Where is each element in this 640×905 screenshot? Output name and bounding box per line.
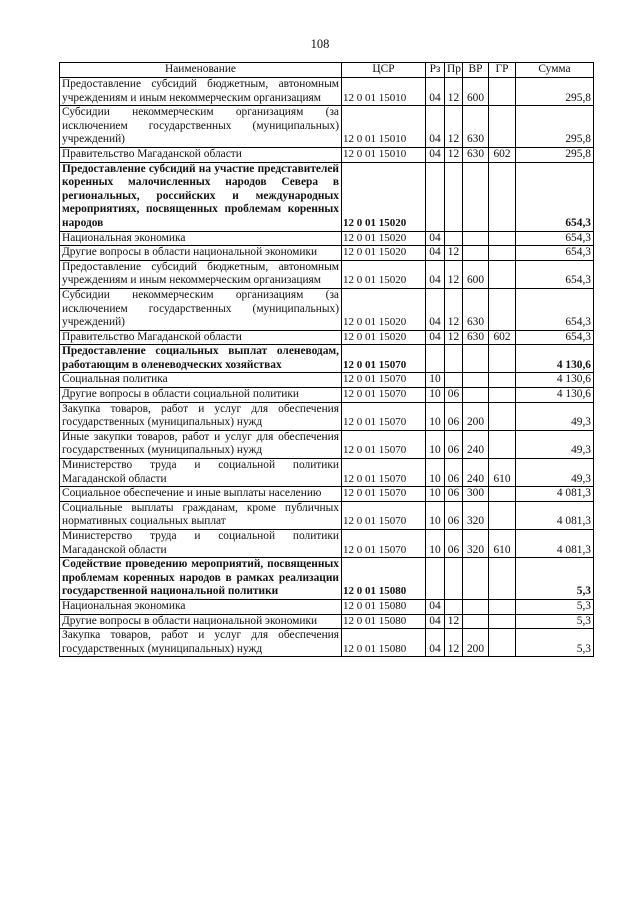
cell-name: Другие вопросы в области социальной политики <box>60 388 342 403</box>
table-row <box>60 629 594 657</box>
cell-name: Социальная политика <box>60 373 342 388</box>
cell-name: Субсидии некоммерческим организациям (за исключением государственных (муниципальных) учреждений) <box>60 288 342 330</box>
cell-vr: 320 <box>463 530 489 558</box>
cell-gr <box>489 345 516 373</box>
cell-gr <box>489 501 516 529</box>
cell-vr <box>463 246 489 261</box>
cell-csr: 12 0 01 15080 <box>342 599 426 614</box>
cell-name: Предоставление субсидий на участие представителей коренных малочисленных народов Севера в региональных, российских и международных мероприятиях, посвященных проблемам коренных народов <box>60 162 342 231</box>
cell-vr: 600 <box>463 78 489 106</box>
cell-gr <box>489 599 516 614</box>
table-row <box>60 373 594 388</box>
cell-rz: 10 <box>426 373 445 388</box>
table-row <box>60 345 594 373</box>
cell-sum: 49,3 <box>516 402 594 430</box>
cell-csr: 12 0 01 15070 <box>342 459 426 487</box>
cell-gr <box>489 402 516 430</box>
cell-rz: 04 <box>426 599 445 614</box>
table-row <box>60 599 594 614</box>
cell-gr <box>489 373 516 388</box>
cell-csr: 12 0 01 15070 <box>342 501 426 529</box>
cell-csr: 12 0 01 15010 <box>342 106 426 148</box>
cell-gr <box>489 162 516 231</box>
cell-pr: 12 <box>445 147 463 162</box>
cell-name: Министерство труда и социальной политики Магаданской области <box>60 530 342 558</box>
cell-csr: 12 0 01 15070 <box>342 388 426 403</box>
cell-pr: 06 <box>445 388 463 403</box>
cell-vr <box>463 558 489 600</box>
cell-vr <box>463 388 489 403</box>
cell-gr: 610 <box>489 459 516 487</box>
cell-vr: 300 <box>463 487 489 502</box>
cell-sum: 654,3 <box>516 330 594 345</box>
cell-vr: 200 <box>463 629 489 657</box>
cell-pr: 06 <box>445 530 463 558</box>
cell-csr: 12 0 01 15020 <box>342 246 426 261</box>
cell-name: Закупка товаров, работ и услуг для обеспечения государственных (муниципальных) нужд <box>60 402 342 430</box>
cell-gr: 610 <box>489 530 516 558</box>
table-row <box>60 78 594 106</box>
table-row <box>60 106 594 148</box>
cell-vr: 320 <box>463 501 489 529</box>
cell-gr <box>489 260 516 288</box>
header-rz: Рз <box>426 63 445 78</box>
header-pr: Пр <box>445 63 463 78</box>
cell-gr <box>489 487 516 502</box>
cell-name: Субсидии некоммерческим организациям (за исключением государственных (муниципальных) учреждений) <box>60 106 342 148</box>
table-row <box>60 260 594 288</box>
cell-pr <box>445 345 463 373</box>
cell-sum: 4 081,3 <box>516 487 594 502</box>
table-row <box>60 231 594 246</box>
cell-rz: 10 <box>426 530 445 558</box>
cell-sum: 4 081,3 <box>516 530 594 558</box>
cell-sum: 295,8 <box>516 147 594 162</box>
header-sum: Сумма <box>516 63 594 78</box>
header-vr: ВР <box>463 63 489 78</box>
cell-csr: 12 0 01 15020 <box>342 330 426 345</box>
cell-name: Социальные выплаты гражданам, кроме публичных нормативных социальных выплат <box>60 501 342 529</box>
cell-pr <box>445 373 463 388</box>
table-row <box>60 530 594 558</box>
cell-gr <box>489 288 516 330</box>
table-row <box>60 330 594 345</box>
cell-gr <box>489 430 516 458</box>
cell-rz: 04 <box>426 78 445 106</box>
cell-rz: 10 <box>426 430 445 458</box>
cell-csr: 12 0 01 15070 <box>342 430 426 458</box>
cell-csr: 12 0 01 15070 <box>342 402 426 430</box>
cell-pr: 12 <box>445 629 463 657</box>
table-row <box>60 402 594 430</box>
cell-rz: 04 <box>426 629 445 657</box>
cell-rz: 04 <box>426 246 445 261</box>
cell-sum: 5,3 <box>516 558 594 600</box>
cell-name: Другие вопросы в области национальной экономики <box>60 614 342 629</box>
cell-vr: 200 <box>463 402 489 430</box>
page-number: 108 <box>310 37 330 51</box>
cell-rz: 04 <box>426 106 445 148</box>
cell-gr: 602 <box>489 147 516 162</box>
cell-sum: 49,3 <box>516 430 594 458</box>
cell-sum: 295,8 <box>516 78 594 106</box>
cell-csr: 12 0 01 15070 <box>342 530 426 558</box>
cell-pr <box>445 231 463 246</box>
cell-gr <box>489 246 516 261</box>
cell-rz: 10 <box>426 388 445 403</box>
cell-name: Национальная экономика <box>60 599 342 614</box>
cell-vr: 240 <box>463 430 489 458</box>
cell-pr: 12 <box>445 106 463 148</box>
cell-gr <box>489 231 516 246</box>
budget-table <box>59 62 594 657</box>
cell-gr <box>489 629 516 657</box>
cell-vr: 630 <box>463 147 489 162</box>
cell-vr: 630 <box>463 288 489 330</box>
table-header-row <box>60 63 594 78</box>
cell-vr <box>463 345 489 373</box>
cell-sum: 4 130,6 <box>516 373 594 388</box>
cell-gr <box>489 558 516 600</box>
cell-sum: 295,8 <box>516 106 594 148</box>
cell-name: Социальное обеспечение и иные выплаты населению <box>60 487 342 502</box>
cell-csr: 12 0 01 15020 <box>342 162 426 231</box>
cell-sum: 4 130,6 <box>516 388 594 403</box>
cell-gr <box>489 388 516 403</box>
cell-rz: 10 <box>426 459 445 487</box>
cell-pr: 06 <box>445 402 463 430</box>
cell-csr: 12 0 01 15080 <box>342 558 426 600</box>
cell-gr <box>489 78 516 106</box>
cell-name: Министерство труда и социальной политики Магаданской области <box>60 459 342 487</box>
cell-rz: 04 <box>426 260 445 288</box>
cell-pr <box>445 558 463 600</box>
cell-csr: 12 0 01 15070 <box>342 345 426 373</box>
table-body <box>60 78 594 657</box>
cell-vr <box>463 373 489 388</box>
cell-pr: 12 <box>445 330 463 345</box>
cell-pr: 12 <box>445 260 463 288</box>
cell-vr: 240 <box>463 459 489 487</box>
cell-rz: 04 <box>426 231 445 246</box>
cell-sum: 654,3 <box>516 231 594 246</box>
table-row <box>60 459 594 487</box>
cell-pr: 12 <box>445 288 463 330</box>
cell-pr: 12 <box>445 614 463 629</box>
cell-sum: 4 081,3 <box>516 501 594 529</box>
table-row <box>60 430 594 458</box>
table-row <box>60 147 594 162</box>
cell-csr: 12 0 01 15010 <box>342 78 426 106</box>
cell-pr: 06 <box>445 430 463 458</box>
cell-rz: 04 <box>426 330 445 345</box>
cell-sum: 49,3 <box>516 459 594 487</box>
cell-name: Предоставление субсидий бюджетным, автономным учреждениям и иным некоммерческим организациям <box>60 260 342 288</box>
cell-rz: 04 <box>426 614 445 629</box>
cell-rz: 10 <box>426 501 445 529</box>
cell-sum: 4 130,6 <box>516 345 594 373</box>
cell-rz: 10 <box>426 487 445 502</box>
cell-name: Закупка товаров, работ и услуг для обеспечения государственных (муниципальных) нужд <box>60 629 342 657</box>
cell-name: Правительство Магаданской области <box>60 330 342 345</box>
header-name: Наименование <box>60 63 342 78</box>
cell-csr: 12 0 01 15080 <box>342 614 426 629</box>
cell-pr: 06 <box>445 459 463 487</box>
table-row <box>60 246 594 261</box>
table-row <box>60 501 594 529</box>
cell-pr: 12 <box>445 78 463 106</box>
cell-gr: 602 <box>489 330 516 345</box>
cell-rz: 04 <box>426 147 445 162</box>
cell-vr <box>463 614 489 629</box>
cell-name: Правительство Магаданской области <box>60 147 342 162</box>
cell-csr: 12 0 01 15020 <box>342 288 426 330</box>
cell-csr: 12 0 01 15070 <box>342 373 426 388</box>
cell-rz: 04 <box>426 288 445 330</box>
cell-vr: 630 <box>463 330 489 345</box>
cell-csr: 12 0 01 15010 <box>342 147 426 162</box>
cell-csr: 12 0 01 15080 <box>342 629 426 657</box>
cell-rz <box>426 558 445 600</box>
cell-name: Содействие проведению мероприятий, посвященных проблемам коренных народов в рамках реализации государственной национальной политики <box>60 558 342 600</box>
cell-csr: 12 0 01 15070 <box>342 487 426 502</box>
cell-sum: 654,3 <box>516 260 594 288</box>
cell-vr: 600 <box>463 260 489 288</box>
cell-gr <box>489 614 516 629</box>
cell-sum: 5,3 <box>516 614 594 629</box>
cell-pr <box>445 162 463 231</box>
cell-sum: 654,3 <box>516 246 594 261</box>
table-row <box>60 558 594 600</box>
header-gr: ГР <box>489 63 516 78</box>
table-row <box>60 487 594 502</box>
cell-rz <box>426 345 445 373</box>
cell-vr <box>463 599 489 614</box>
cell-name: Иные закупки товаров, работ и услуг для обеспечения государственных (муниципальных) нужд <box>60 430 342 458</box>
table-row <box>60 288 594 330</box>
cell-sum: 5,3 <box>516 599 594 614</box>
table-row <box>60 388 594 403</box>
cell-rz: 10 <box>426 402 445 430</box>
cell-name: Национальная экономика <box>60 231 342 246</box>
cell-vr <box>463 162 489 231</box>
cell-pr <box>445 599 463 614</box>
cell-csr: 12 0 01 15020 <box>342 231 426 246</box>
cell-rz <box>426 162 445 231</box>
cell-name: Предоставление социальных выплат оленеводам, работающим в оленеводческих хозяйствах <box>60 345 342 373</box>
cell-gr <box>489 106 516 148</box>
cell-pr: 12 <box>445 246 463 261</box>
cell-sum: 654,3 <box>516 288 594 330</box>
cell-sum: 654,3 <box>516 162 594 231</box>
cell-name: Предоставление субсидий бюджетным, автономным учреждениям и иным некоммерческим организациям <box>60 78 342 106</box>
cell-vr <box>463 231 489 246</box>
table-row <box>60 614 594 629</box>
cell-pr: 06 <box>445 501 463 529</box>
table-row <box>60 162 594 231</box>
cell-vr: 630 <box>463 106 489 148</box>
cell-name: Другие вопросы в области национальной экономики <box>60 246 342 261</box>
header-csr: ЦСР <box>342 63 426 78</box>
cell-csr: 12 0 01 15020 <box>342 260 426 288</box>
cell-sum: 5,3 <box>516 629 594 657</box>
cell-pr: 06 <box>445 487 463 502</box>
